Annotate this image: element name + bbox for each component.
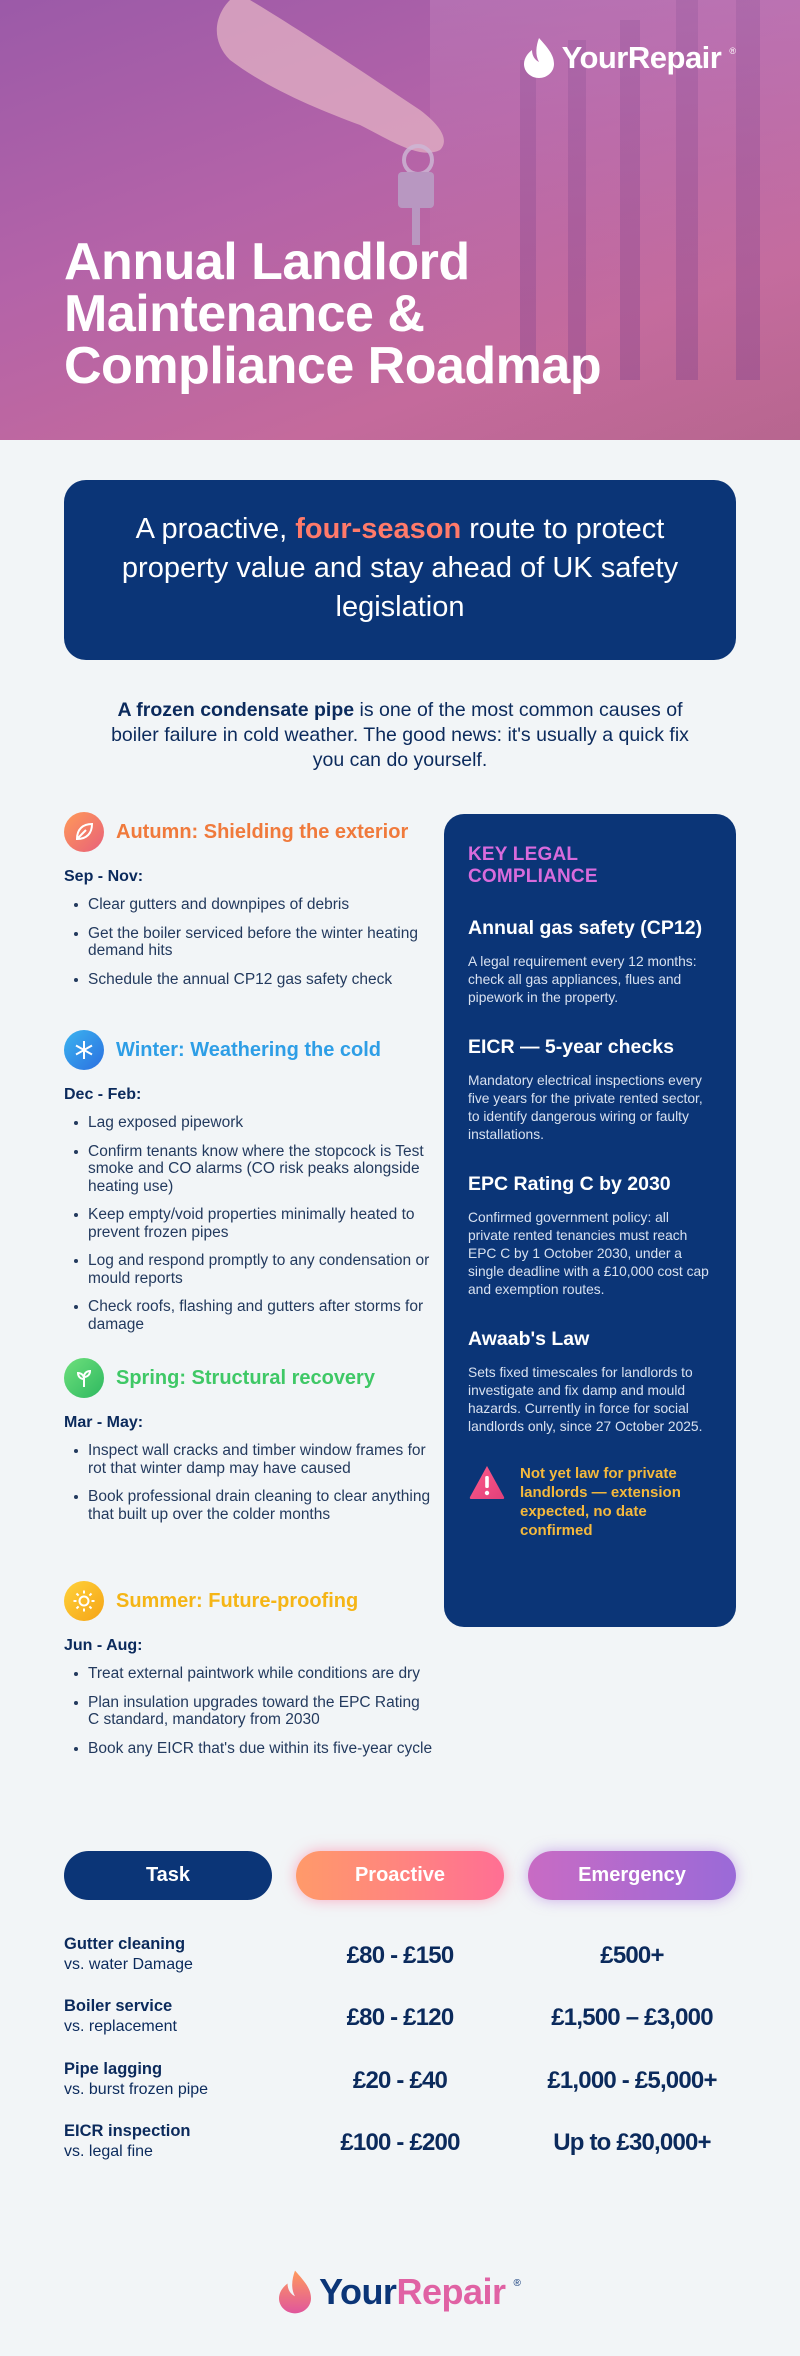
task-comparison: vs. burst frozen pipe: [64, 2081, 209, 2098]
brand-name: YourRepair: [319, 2271, 506, 2312]
trademark-symbol: ®: [729, 46, 736, 56]
legal-item-body: A legal requirement every 12 months: check all gas appliances, flues and pipework in the property.: [468, 954, 697, 1005]
plant-icon: [64, 1358, 104, 1398]
brand-name: YourRepair: [561, 40, 722, 75]
season-range: Sep - Nov:: [64, 868, 144, 885]
task-name: Gutter cleaning: [64, 1935, 186, 1953]
list-item: Lag exposed pipework: [74, 1114, 434, 1132]
proactive-cost: £80 - £120: [346, 2004, 454, 2031]
proactive-cost: £80 - £150: [346, 1942, 454, 1969]
flame-logo-icon: [524, 38, 554, 78]
emergency-cost: Up to £30,000+: [553, 2129, 711, 2156]
season-title: Autumn: Shielding the exterior: [116, 820, 409, 843]
legal-item-body: Mandatory electrical inspections every five years for the private rented sector, to identify dangerous wiring or faulty installations.: [468, 1073, 703, 1142]
legal-item-awaabs-law: [468, 1329, 712, 1436]
legal-warning-text: Not yet law for private landlords — extension expected, no date confirmed: [520, 1465, 681, 1539]
page-title: Annual Landlord Maintenance & Compliance Roadmap: [64, 233, 602, 395]
legal-item-heading: EICR — 5-year checks: [468, 1036, 674, 1058]
legal-item-gas-safety: [468, 918, 712, 1007]
list-item: Clear gutters and downpipes of debris: [74, 896, 434, 914]
list-item: Check roofs, flashing and gutters after storms for damage: [74, 1298, 434, 1333]
season-task-list: [64, 1114, 434, 1333]
legal-card-title: KEY LEGAL COMPLIANCE: [468, 844, 598, 887]
season-title: Spring: Structural recovery: [116, 1366, 375, 1389]
season-task-list: [64, 1665, 434, 1757]
leaf-icon: [64, 812, 104, 852]
flame-logo-icon: [279, 2270, 311, 2314]
task-comparison: vs. water Damage: [64, 1956, 193, 1973]
banner-highlight: four-season: [295, 513, 462, 545]
hero-header: [0, 0, 800, 440]
list-item: Keep empty/void properties minimally heated to prevent frozen pipes: [74, 1206, 434, 1241]
table-row: [64, 2121, 736, 2171]
list-item: Log and respond promptly to any condensation or mould reports: [74, 1252, 434, 1287]
table-row: [64, 2059, 736, 2109]
legal-item-epc: [468, 1174, 712, 1299]
brand-logo[interactable]: [524, 38, 736, 78]
emergency-cost: £500+: [600, 1942, 664, 1969]
table-row: [64, 1934, 736, 1984]
table-row: [64, 1996, 736, 2046]
list-item: Schedule the annual CP12 gas safety check: [74, 971, 434, 989]
task-name: Boiler service: [64, 1997, 173, 2015]
legal-compliance-card: [444, 814, 736, 1627]
lead-paragraph: A frozen condensate pipe is one of the most common causes of boiler failure in cold weather. The good news: it's usually a quick fix you can do yourself.: [111, 699, 689, 771]
season-title: Summer: Future-proofing: [116, 1589, 359, 1612]
legal-item-heading: Awaab's Law: [468, 1328, 590, 1350]
warning-icon: [468, 1464, 506, 1500]
snowflake-icon: [64, 1030, 104, 1070]
proactive-cost: £100 - £200: [340, 2129, 460, 2156]
legal-warning: [468, 1464, 712, 1540]
legal-item-body: Sets fixed timescales for landlords to investigate and fix damp and mould hazards. Currently in force for social landlords only, since 27 October 2025.: [468, 1365, 703, 1434]
season-autumn: [64, 812, 434, 999]
task-name: Pipe lagging: [64, 2060, 163, 2078]
list-item: Confirm tenants know where the stopcock is Test smoke and CO alarms (CO risk peaks alongside heating use): [74, 1143, 434, 1196]
emergency-cost: £1,500 – £3,000: [551, 2004, 713, 2031]
legal-item-eicr: [468, 1037, 712, 1144]
column-header-emergency: Emergency: [528, 1851, 736, 1900]
season-spring: [64, 1358, 434, 1534]
emergency-cost: £1,000 - £5,000+: [547, 2067, 717, 2094]
list-item: Book any EICR that's due within its five-year cycle: [74, 1740, 434, 1758]
intro-banner: A proactive, four-season route to protect property value and stay ahead of UK safety legislation: [64, 480, 736, 660]
column-header-proactive: Proactive: [296, 1851, 504, 1900]
season-range: Jun - Aug:: [64, 1637, 143, 1654]
season-summer: [64, 1581, 434, 1768]
list-item: Get the boiler serviced before the winter heating demand hits: [74, 925, 434, 960]
season-task-list: [64, 1442, 434, 1523]
list-item: Inspect wall cracks and timber window frames for rot that winter damp may have caused: [74, 1442, 434, 1477]
season-task-list: [64, 896, 434, 988]
trademark-symbol: ®: [513, 2278, 521, 2289]
legal-item-heading: Annual gas safety (CP12): [468, 917, 703, 939]
list-item: Treat external paintwork while conditions are dry: [74, 1665, 434, 1683]
column-header-task: Task: [64, 1851, 272, 1900]
footer-brand-logo[interactable]: [272, 2270, 528, 2314]
list-item: Book professional drain cleaning to clear anything that built up over the colder months: [74, 1488, 434, 1523]
task-name: EICR inspection: [64, 2122, 191, 2140]
legal-item-heading: EPC Rating C by 2030: [468, 1173, 671, 1195]
legal-item-body: Confirmed government policy: all private rented tenancies must reach EPC C by 1 October 2030, under a single deadline with a £10,000 cost cap and exemption routes.: [468, 1210, 709, 1297]
season-winter: [64, 1030, 434, 1344]
task-comparison: vs. legal fine: [64, 2143, 153, 2160]
season-range: Mar - May:: [64, 1414, 144, 1431]
season-title: Winter: Weathering the cold: [116, 1038, 382, 1061]
sun-icon: [64, 1581, 104, 1621]
list-item: Plan insulation upgrades toward the EPC Rating C standard, mandatory from 2030: [74, 1694, 434, 1729]
task-comparison: vs. replacement: [64, 2018, 177, 2035]
proactive-cost: £20 - £40: [352, 2067, 448, 2094]
season-range: Dec - Feb:: [64, 1086, 142, 1103]
